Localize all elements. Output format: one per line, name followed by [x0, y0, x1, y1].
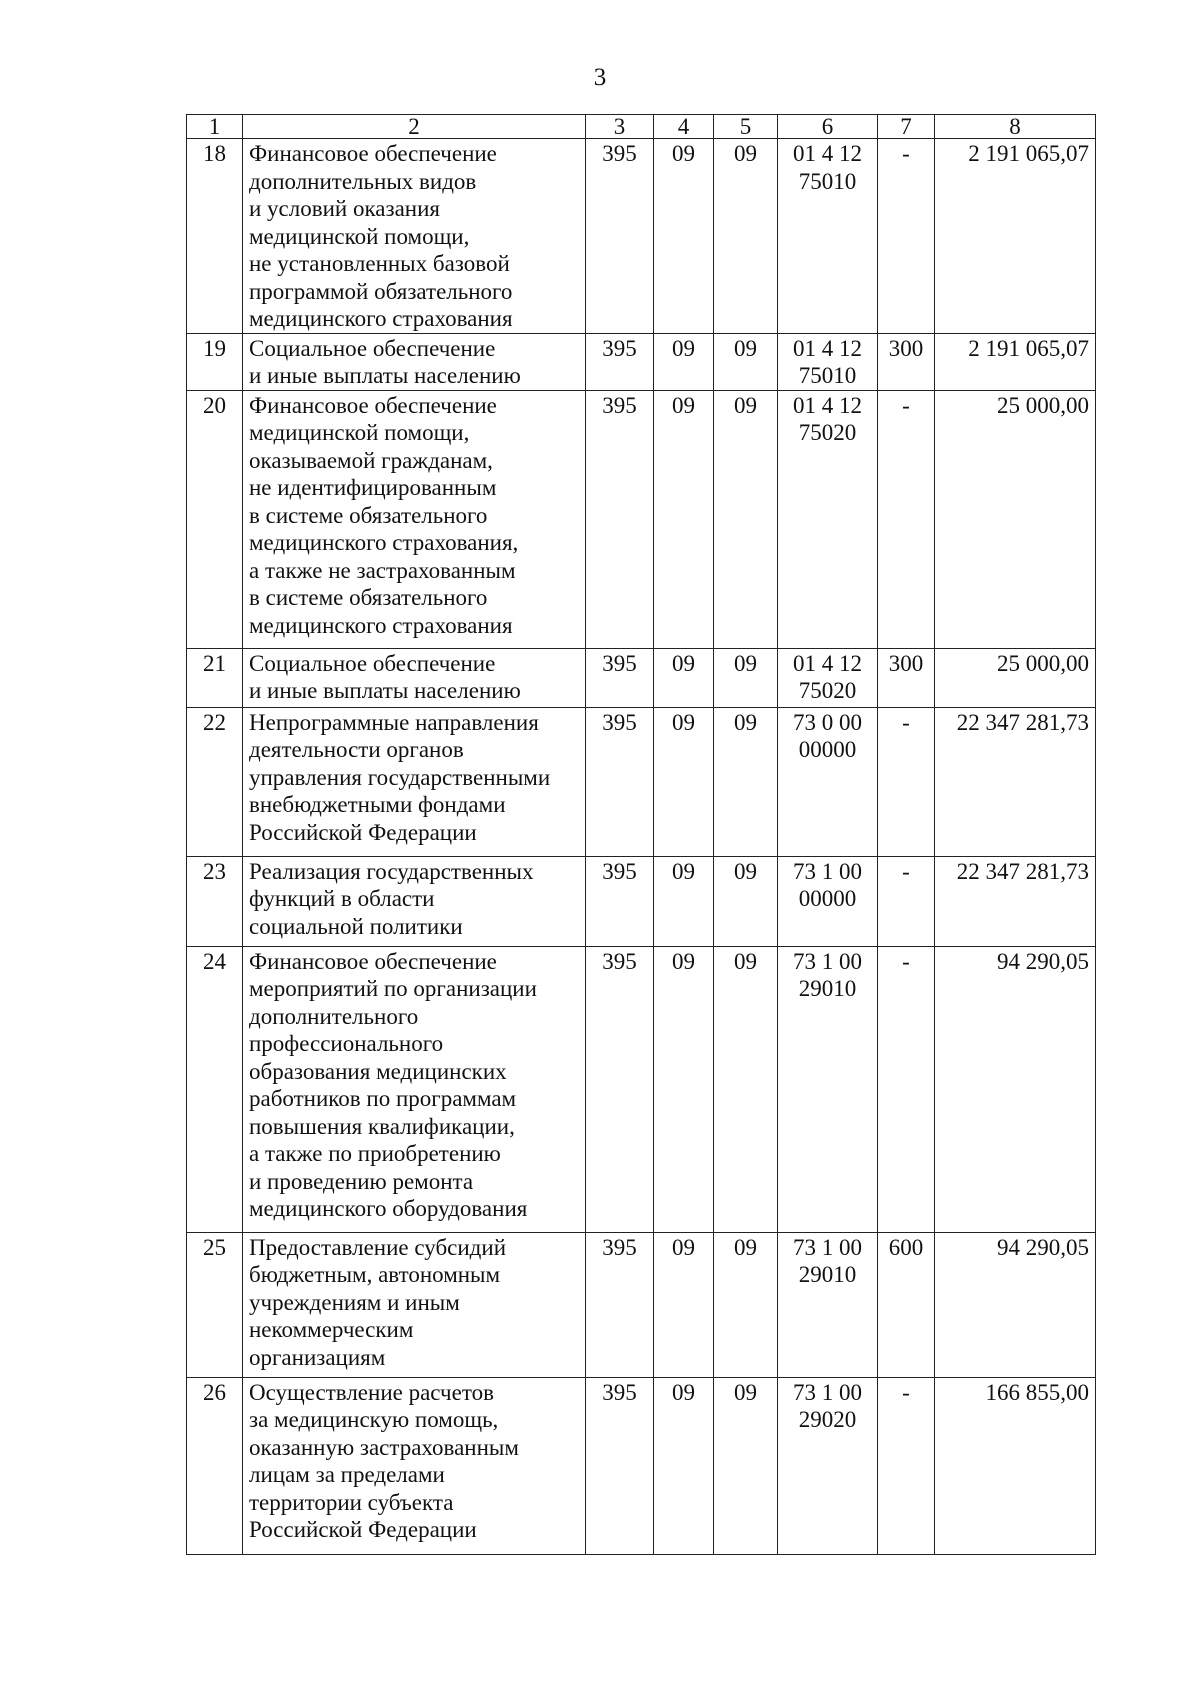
- target-article-code: 01 4 12 75020: [778, 390, 878, 648]
- section-code: 09: [654, 139, 714, 334]
- admin-code: 395: [586, 648, 654, 707]
- row-number: 25: [187, 1232, 243, 1377]
- admin-code: 395: [586, 946, 654, 1232]
- table-row: [187, 333, 1096, 390]
- row-number: 26: [187, 1377, 243, 1554]
- expense-type-code: -: [878, 139, 935, 334]
- amount: 2 191 065,07: [935, 139, 1096, 334]
- admin-code: 395: [586, 1232, 654, 1377]
- subsection-code: 09: [714, 390, 778, 648]
- subsection-code: 09: [714, 139, 778, 334]
- expense-type-code: 300: [878, 648, 935, 707]
- admin-code: 395: [586, 1377, 654, 1554]
- amount: 166 855,00: [935, 1377, 1096, 1554]
- subsection-code: 09: [714, 1377, 778, 1554]
- table-row: [187, 707, 1096, 856]
- target-article-code: 73 1 00 29020: [778, 1377, 878, 1554]
- row-number: 20: [187, 390, 243, 648]
- expense-type-code: -: [878, 707, 935, 856]
- expense-type-code: -: [878, 1377, 935, 1554]
- page-number: 3: [593, 64, 607, 91]
- table-row: [187, 1377, 1096, 1554]
- row-number: 21: [187, 648, 243, 707]
- section-code: 09: [654, 390, 714, 648]
- subsection-code: 09: [714, 648, 778, 707]
- expense-type-code: 300: [878, 333, 935, 390]
- table-row: [187, 1232, 1096, 1377]
- row-name: Финансовое обеспечение медицинской помощи, оказываемой гражданам, не идентифицированным в системе обязательного медицинского страхования, а также не застрахованным в системе обязательного медицинского страхования: [243, 390, 586, 648]
- section-code: 09: [654, 856, 714, 946]
- target-article-code: 01 4 12 75010: [778, 333, 878, 390]
- amount: 94 290,05: [935, 1232, 1096, 1377]
- table-row: [187, 139, 1096, 334]
- row-name: Финансовое обеспечение мероприятий по организации дополнительного профессионального образования медицинских работников по программам повышения квалификации, а также по приобретению и проведению ремонта медицинского оборудования: [243, 946, 586, 1232]
- expense-type-code: -: [878, 856, 935, 946]
- subsection-code: 09: [714, 1232, 778, 1377]
- section-code: 09: [654, 946, 714, 1232]
- row-name: Непрограммные направления деятельности органов управления государственными внебюджетными фондами Российской Федерации: [243, 707, 586, 856]
- admin-code: 395: [586, 856, 654, 946]
- column-header: 2: [243, 115, 586, 139]
- amount: 25 000,00: [935, 390, 1096, 648]
- target-article-code: 01 4 12 75010: [778, 139, 878, 334]
- target-article-code: 01 4 12 75020: [778, 648, 878, 707]
- admin-code: 395: [586, 139, 654, 334]
- target-article-code: 73 1 00 29010: [778, 1232, 878, 1377]
- column-header: 4: [654, 115, 714, 139]
- subsection-code: 09: [714, 856, 778, 946]
- subsection-code: 09: [714, 333, 778, 390]
- admin-code: 395: [586, 333, 654, 390]
- row-name: Предоставление субсидий бюджетным, автономным учреждениям и иным некоммерческим организациям: [243, 1232, 586, 1377]
- row-number: 22: [187, 707, 243, 856]
- table-row: [187, 856, 1096, 946]
- row-name: Осуществление расчетов за медицинскую помощь, оказанную застрахованным лицам за пределами территории субъекта Российской Федерации: [243, 1377, 586, 1554]
- row-number: 19: [187, 333, 243, 390]
- budget-table: [186, 114, 1096, 1555]
- table-row: [187, 946, 1096, 1232]
- row-name: Финансовое обеспечение дополнительных видов и условий оказания медицинской помощи, не установленных базовой программой обязательного медицинского страхования: [243, 139, 586, 334]
- table-header-row: [187, 115, 1096, 139]
- column-header: 1: [187, 115, 243, 139]
- section-code: 09: [654, 707, 714, 856]
- amount: 25 000,00: [935, 648, 1096, 707]
- row-name: Социальное обеспечение и иные выплаты населению: [243, 333, 586, 390]
- amount: 22 347 281,73: [935, 856, 1096, 946]
- admin-code: 395: [586, 390, 654, 648]
- table-row: [187, 648, 1096, 707]
- expense-type-code: 600: [878, 1232, 935, 1377]
- row-name: Реализация государственных функций в области социальной политики: [243, 856, 586, 946]
- column-header: 3: [586, 115, 654, 139]
- amount: 22 347 281,73: [935, 707, 1096, 856]
- row-number: 18: [187, 139, 243, 334]
- amount: 2 191 065,07: [935, 333, 1096, 390]
- target-article-code: 73 0 00 00000: [778, 707, 878, 856]
- subsection-code: 09: [714, 946, 778, 1232]
- amount: 94 290,05: [935, 946, 1096, 1232]
- column-header: 8: [935, 115, 1096, 139]
- admin-code: 395: [586, 707, 654, 856]
- section-code: 09: [654, 1232, 714, 1377]
- row-number: 24: [187, 946, 243, 1232]
- column-header: 7: [878, 115, 935, 139]
- target-article-code: 73 1 00 00000: [778, 856, 878, 946]
- column-header: 6: [778, 115, 878, 139]
- table-row: [187, 390, 1096, 648]
- row-name: Социальное обеспечение и иные выплаты населению: [243, 648, 586, 707]
- column-header: 5: [714, 115, 778, 139]
- row-number: 23: [187, 856, 243, 946]
- section-code: 09: [654, 648, 714, 707]
- section-code: 09: [654, 1377, 714, 1554]
- expense-type-code: -: [878, 946, 935, 1232]
- expense-type-code: -: [878, 390, 935, 648]
- target-article-code: 73 1 00 29010: [778, 946, 878, 1232]
- section-code: 09: [654, 333, 714, 390]
- subsection-code: 09: [714, 707, 778, 856]
